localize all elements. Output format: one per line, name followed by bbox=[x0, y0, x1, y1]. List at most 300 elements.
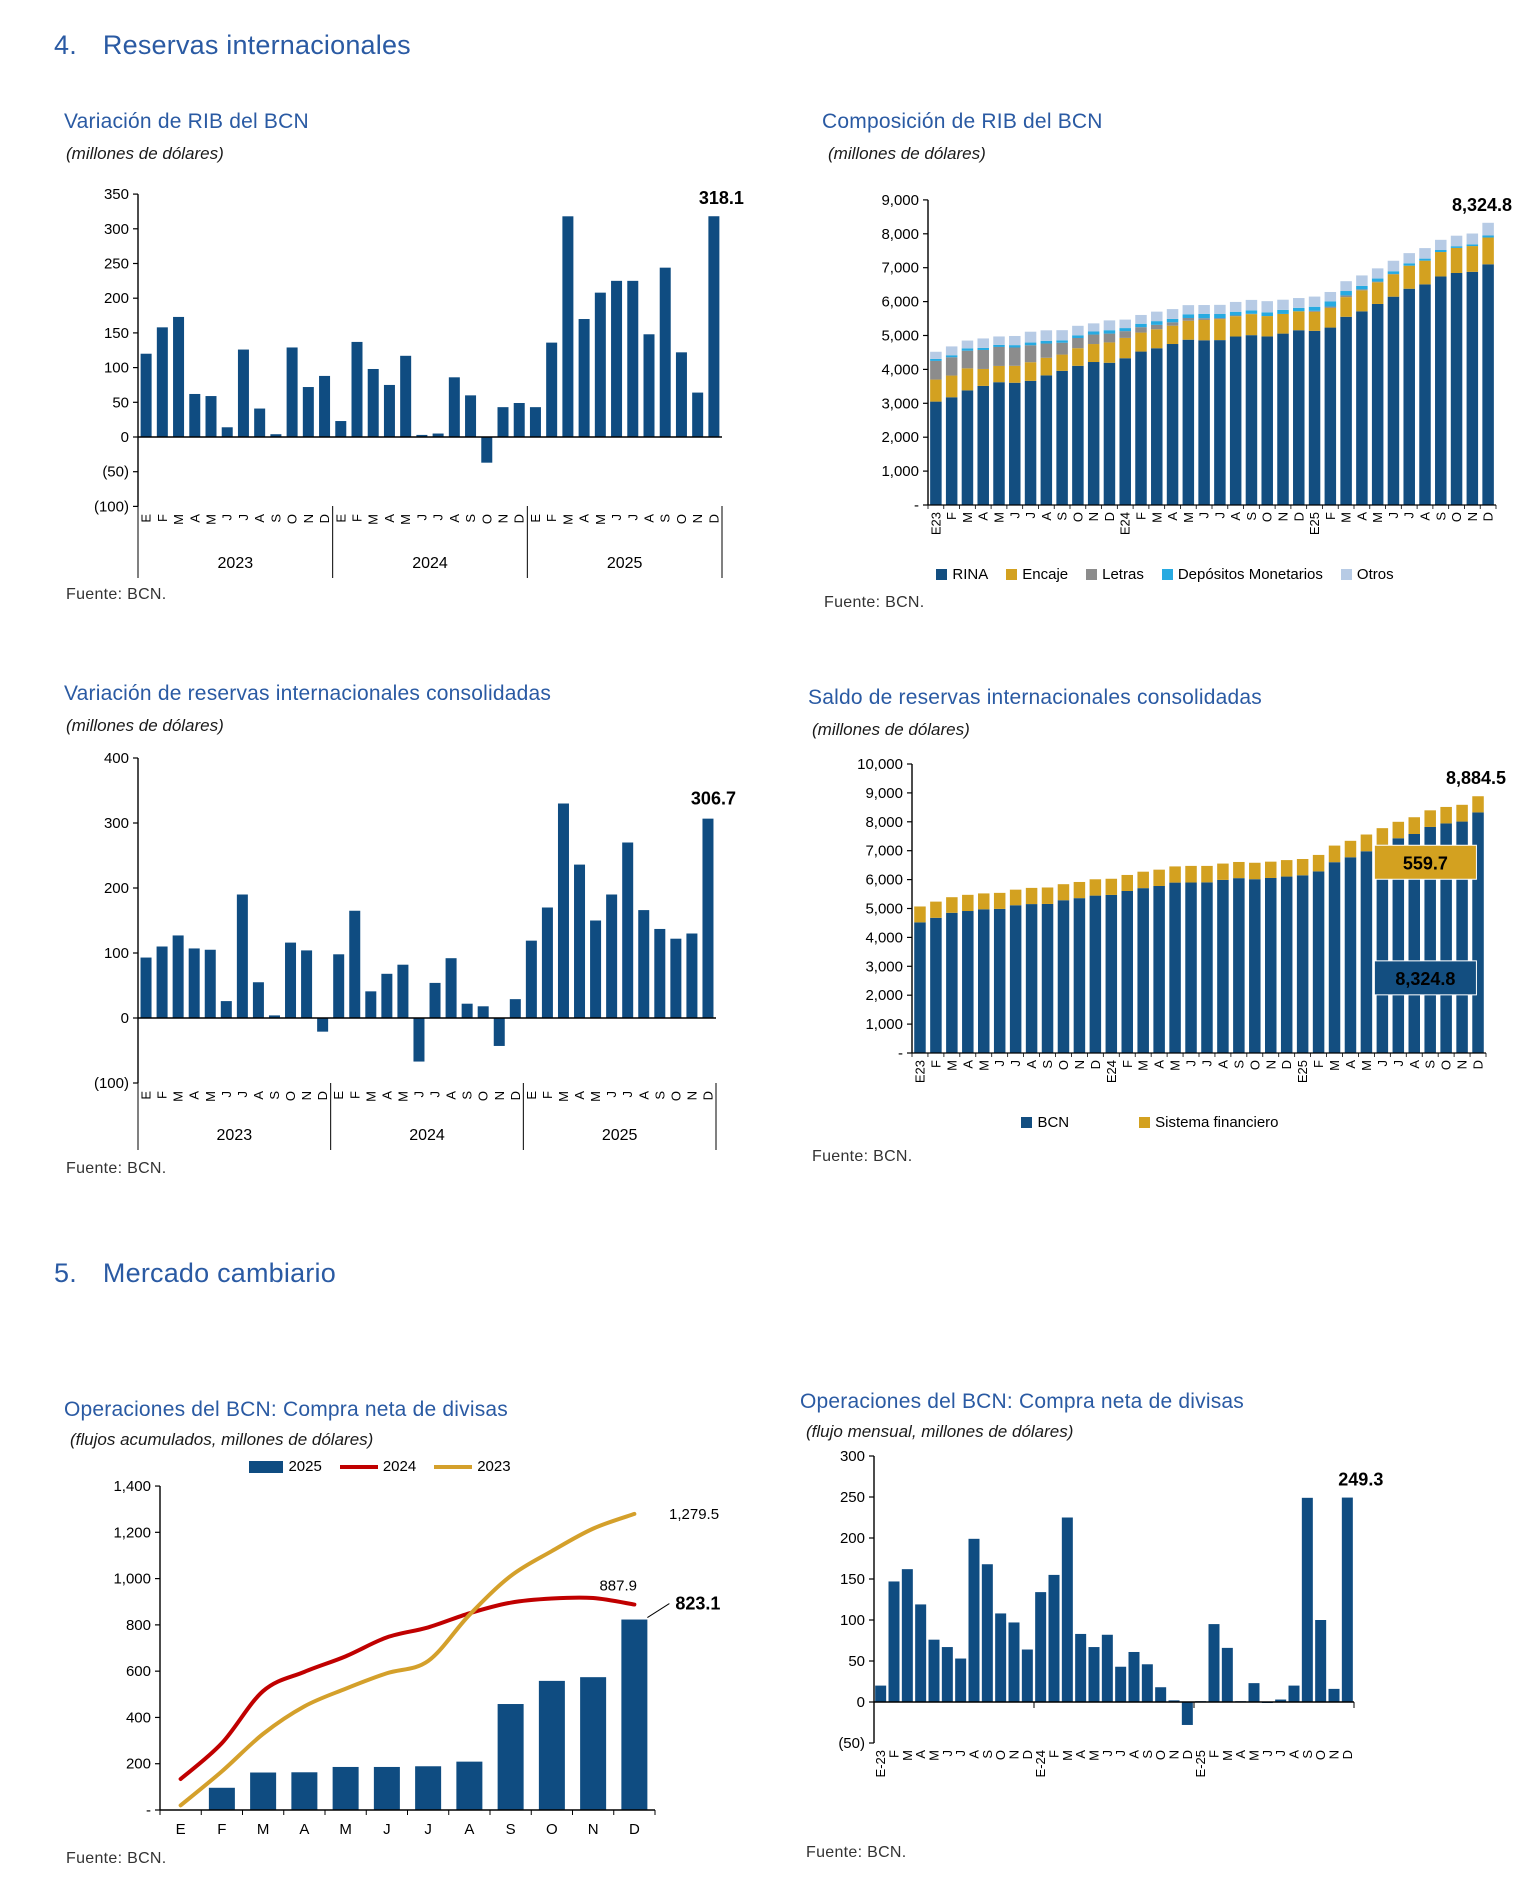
svg-text:823.1: 823.1 bbox=[675, 1593, 721, 1614]
svg-text:S: S bbox=[652, 1091, 668, 1100]
svg-text:E: E bbox=[333, 514, 349, 523]
svg-text:J: J bbox=[1273, 1750, 1289, 1757]
legend-swatch bbox=[1006, 569, 1017, 580]
svg-text:O: O bbox=[673, 514, 689, 525]
section-5-heading bbox=[54, 1258, 336, 1289]
svg-text:F: F bbox=[928, 1060, 944, 1068]
svg-text:J: J bbox=[939, 1750, 955, 1757]
svg-text:O: O bbox=[479, 514, 495, 525]
svg-text:J: J bbox=[235, 514, 251, 521]
svg-text:M: M bbox=[560, 514, 576, 525]
legend-item-encaje bbox=[1006, 566, 1068, 583]
svg-text:S: S bbox=[1054, 512, 1070, 521]
svg-text:1,400: 1,400 bbox=[113, 1478, 151, 1496]
svg-text:6,000: 6,000 bbox=[881, 293, 919, 311]
svg-text:A: A bbox=[641, 514, 657, 523]
svg-text:A: A bbox=[379, 1091, 395, 1100]
chart4-title: Saldo de reservas internacionales consolidadas bbox=[808, 686, 1262, 709]
svg-text:N: N bbox=[1263, 1060, 1279, 1070]
svg-text:O: O bbox=[1438, 1060, 1454, 1071]
svg-text:D: D bbox=[315, 1091, 331, 1101]
svg-text:M: M bbox=[202, 1091, 218, 1102]
svg-text:D: D bbox=[317, 514, 333, 524]
chart2-source: Fuente: BCN. bbox=[824, 594, 925, 611]
section-5-title: Mercado cambiario bbox=[102, 1258, 336, 1288]
svg-text:300: 300 bbox=[103, 220, 129, 238]
section-4-title: Reservas internacionales bbox=[102, 30, 411, 60]
legend-item-otros bbox=[1341, 566, 1394, 583]
chart5-subtitle: (flujos acumulados, millones de dólares) bbox=[70, 1430, 374, 1449]
svg-text:7,000: 7,000 bbox=[865, 842, 903, 860]
svg-text:J: J bbox=[1099, 1750, 1115, 1757]
svg-text:D: D bbox=[628, 1821, 640, 1838]
svg-text:D: D bbox=[511, 514, 527, 524]
svg-text:E: E bbox=[175, 1821, 186, 1838]
svg-text:S: S bbox=[463, 514, 479, 523]
svg-text:E: E bbox=[331, 1091, 347, 1100]
svg-text:J: J bbox=[1401, 512, 1417, 519]
svg-text:J: J bbox=[414, 514, 430, 521]
svg-text:400: 400 bbox=[103, 750, 129, 767]
svg-text:J: J bbox=[1196, 512, 1212, 519]
svg-text:J: J bbox=[1390, 1060, 1406, 1067]
svg-text:N: N bbox=[587, 1821, 599, 1838]
svg-text:-: - bbox=[146, 1802, 151, 1819]
svg-text:F: F bbox=[347, 1091, 363, 1099]
section-5-number: 5. bbox=[54, 1258, 77, 1288]
chart5-compra-acumulada-canvas bbox=[60, 1470, 760, 1840]
svg-text:E24: E24 bbox=[1117, 512, 1133, 536]
svg-text:J: J bbox=[219, 514, 235, 521]
svg-text:A: A bbox=[913, 1750, 929, 1759]
chart1-title: Variación de RIB del BCN bbox=[64, 110, 309, 133]
svg-text:150: 150 bbox=[103, 324, 129, 342]
svg-text:50: 50 bbox=[848, 1653, 865, 1670]
svg-text:O: O bbox=[1070, 512, 1086, 523]
svg-text:M: M bbox=[1167, 1060, 1183, 1071]
svg-text:M: M bbox=[398, 514, 414, 525]
svg-text:A: A bbox=[1024, 1060, 1040, 1069]
svg-text:M: M bbox=[395, 1091, 411, 1102]
svg-text:A: A bbox=[464, 1821, 475, 1838]
svg-text:J: J bbox=[383, 1821, 391, 1838]
svg-text:7,000: 7,000 bbox=[881, 259, 919, 277]
svg-text:M: M bbox=[1086, 1750, 1102, 1761]
chart6-compra-mensual-canvas bbox=[798, 1440, 1516, 1826]
legend-label: Sistema financiero bbox=[1155, 1114, 1279, 1131]
legend-label: Letras bbox=[1102, 566, 1144, 583]
svg-text:J: J bbox=[1008, 1060, 1024, 1067]
svg-text:A: A bbox=[1342, 1060, 1358, 1069]
svg-text:100: 100 bbox=[839, 1612, 865, 1629]
svg-text:S: S bbox=[266, 1091, 282, 1100]
svg-text:M: M bbox=[959, 512, 975, 523]
svg-text:400: 400 bbox=[125, 1709, 151, 1727]
svg-text:J: J bbox=[411, 1091, 427, 1098]
svg-text:100: 100 bbox=[103, 945, 129, 962]
svg-text:J: J bbox=[609, 514, 625, 521]
svg-text:800: 800 bbox=[125, 1616, 151, 1634]
legend-item-bcn bbox=[1021, 1114, 1069, 1131]
svg-text:F: F bbox=[1119, 1060, 1135, 1068]
chart6-subtitle: (flujo mensual, millones de dólares) bbox=[806, 1422, 1074, 1441]
legend-swatch bbox=[1341, 569, 1352, 580]
chart2-subtitle: (millones de dólares) bbox=[828, 144, 986, 163]
svg-text:(100): (100) bbox=[93, 1075, 129, 1092]
svg-text:1,200: 1,200 bbox=[113, 1524, 151, 1542]
svg-text:E-24: E-24 bbox=[1033, 1750, 1049, 1778]
svg-text:350: 350 bbox=[103, 186, 129, 204]
svg-text:2024: 2024 bbox=[412, 555, 448, 572]
svg-text:A: A bbox=[443, 1091, 459, 1100]
svg-text:300: 300 bbox=[839, 1448, 865, 1465]
svg-text:A: A bbox=[576, 514, 592, 523]
svg-text:E23: E23 bbox=[912, 1060, 928, 1084]
svg-text:A: A bbox=[299, 1821, 310, 1838]
svg-text:J: J bbox=[625, 514, 641, 521]
svg-text:J: J bbox=[620, 1091, 636, 1098]
svg-text:5,000: 5,000 bbox=[865, 900, 903, 918]
svg-text:306.7: 306.7 bbox=[690, 788, 736, 809]
legend-swatch bbox=[1086, 569, 1097, 580]
svg-text:D: D bbox=[1087, 1060, 1103, 1070]
svg-text:9,000: 9,000 bbox=[881, 191, 919, 209]
svg-text:E: E bbox=[523, 1091, 539, 1100]
svg-text:1,000: 1,000 bbox=[865, 1016, 903, 1034]
svg-text:S: S bbox=[1422, 1060, 1438, 1069]
svg-text:4,000: 4,000 bbox=[865, 929, 903, 947]
svg-text:318.1: 318.1 bbox=[698, 188, 744, 209]
svg-text:O: O bbox=[546, 1821, 558, 1838]
chart3-title: Variación de reservas internacionales consolidadas bbox=[64, 682, 552, 705]
svg-text:D: D bbox=[700, 1091, 716, 1101]
legend-swatch bbox=[936, 569, 947, 580]
legend-swatch bbox=[340, 1465, 378, 1469]
svg-text:O: O bbox=[1449, 512, 1465, 523]
svg-text:2,000: 2,000 bbox=[881, 429, 919, 447]
legend-label: 2025 bbox=[288, 1458, 322, 1475]
svg-text:A: A bbox=[446, 514, 462, 523]
svg-text:F: F bbox=[217, 1821, 227, 1838]
svg-text:1,000: 1,000 bbox=[113, 1570, 151, 1588]
svg-text:-: - bbox=[898, 1045, 903, 1062]
svg-text:M: M bbox=[1370, 512, 1386, 523]
svg-text:A: A bbox=[975, 512, 991, 521]
svg-text:O: O bbox=[1313, 1750, 1329, 1761]
chart2-title: Composición de RIB del BCN bbox=[822, 110, 1103, 133]
svg-text:O: O bbox=[1153, 1750, 1169, 1761]
svg-text:J: J bbox=[604, 1091, 620, 1098]
svg-text:E: E bbox=[138, 514, 154, 523]
svg-text:A: A bbox=[1233, 1750, 1249, 1759]
svg-text:J: J bbox=[1385, 512, 1401, 519]
svg-text:M: M bbox=[991, 512, 1007, 523]
legend-label: Encaje bbox=[1022, 566, 1069, 583]
svg-text:J: J bbox=[427, 1091, 443, 1098]
svg-text:9,000: 9,000 bbox=[865, 784, 903, 802]
svg-text:E: E bbox=[138, 1091, 154, 1100]
chart1-subtitle: (millones de dólares) bbox=[66, 144, 224, 163]
svg-text:2024: 2024 bbox=[409, 1127, 445, 1144]
svg-text:F: F bbox=[886, 1750, 902, 1758]
svg-text:E23: E23 bbox=[928, 512, 944, 536]
svg-text:200: 200 bbox=[103, 880, 129, 897]
svg-text:O: O bbox=[1055, 1060, 1071, 1071]
svg-text:S: S bbox=[1299, 1750, 1315, 1759]
svg-text:M: M bbox=[170, 1091, 186, 1102]
svg-text:J: J bbox=[992, 1060, 1008, 1067]
chart4-legend bbox=[870, 1114, 1430, 1131]
svg-text:(50): (50) bbox=[102, 463, 129, 481]
svg-text:A: A bbox=[1126, 1750, 1142, 1759]
svg-text:O: O bbox=[1247, 1060, 1263, 1071]
svg-text:10,000: 10,000 bbox=[857, 756, 903, 773]
svg-text:S: S bbox=[657, 514, 673, 523]
legend-label: Depósitos Monetarios bbox=[1177, 566, 1323, 583]
svg-text:N: N bbox=[1275, 512, 1291, 522]
svg-text:M: M bbox=[1327, 1060, 1343, 1071]
svg-text:N: N bbox=[1464, 512, 1480, 522]
chart4-saldo-ric-canvas bbox=[806, 748, 1506, 1108]
svg-text:E-23: E-23 bbox=[873, 1750, 889, 1778]
svg-text:J: J bbox=[1259, 1750, 1275, 1757]
svg-text:M: M bbox=[1135, 1060, 1151, 1071]
svg-text:D: D bbox=[507, 1091, 523, 1101]
svg-text:S: S bbox=[268, 514, 284, 523]
svg-text:A: A bbox=[1151, 1060, 1167, 1069]
svg-text:150: 150 bbox=[839, 1571, 865, 1588]
svg-text:1,279.5: 1,279.5 bbox=[669, 1505, 720, 1523]
svg-text:50: 50 bbox=[112, 394, 129, 412]
svg-text:J: J bbox=[1212, 512, 1228, 519]
svg-text:A: A bbox=[636, 1091, 652, 1100]
svg-text:S: S bbox=[1040, 1060, 1056, 1069]
svg-text:N: N bbox=[1454, 1060, 1470, 1070]
svg-text:2025: 2025 bbox=[606, 555, 643, 572]
svg-text:249.3: 249.3 bbox=[1338, 1469, 1384, 1490]
svg-text:0: 0 bbox=[856, 1694, 865, 1711]
svg-text:8,884.5: 8,884.5 bbox=[1445, 768, 1506, 789]
svg-text:0: 0 bbox=[120, 429, 129, 446]
svg-text:N: N bbox=[684, 1091, 700, 1101]
chart4-subtitle: (millones de dólares) bbox=[812, 720, 970, 739]
svg-text:S: S bbox=[1243, 512, 1259, 521]
svg-text:D: D bbox=[1179, 1750, 1195, 1760]
svg-text:5,000: 5,000 bbox=[881, 327, 919, 345]
svg-text:D: D bbox=[1470, 1060, 1486, 1070]
svg-text:J: J bbox=[424, 1821, 432, 1838]
svg-text:A: A bbox=[252, 514, 268, 523]
legend-label: RINA bbox=[952, 566, 989, 583]
chart3-variacion-ric-canvas bbox=[60, 748, 760, 1152]
svg-text:E24: E24 bbox=[1103, 1060, 1119, 1084]
chart2-composicion-rib-canvas bbox=[820, 186, 1516, 562]
svg-text:887.9: 887.9 bbox=[599, 1577, 637, 1595]
svg-text:D: D bbox=[1019, 1750, 1035, 1760]
svg-text:E25: E25 bbox=[1307, 512, 1323, 536]
svg-text:E25: E25 bbox=[1295, 1060, 1311, 1084]
svg-text:559.7: 559.7 bbox=[1402, 853, 1448, 874]
svg-text:A: A bbox=[1073, 1750, 1089, 1759]
svg-text:F: F bbox=[544, 514, 560, 522]
svg-text:N: N bbox=[1006, 1750, 1022, 1760]
legend-label: 2023 bbox=[477, 1458, 511, 1475]
legend-swatch bbox=[1162, 569, 1173, 580]
legend-swatch bbox=[1139, 1117, 1150, 1128]
chart1-source: Fuente: BCN. bbox=[66, 586, 167, 603]
svg-text:F: F bbox=[349, 514, 365, 522]
svg-text:J: J bbox=[1113, 1750, 1129, 1757]
legend-label: 2024 bbox=[382, 1458, 417, 1475]
legend-label: BCN bbox=[1037, 1114, 1070, 1131]
svg-text:N: N bbox=[1071, 1060, 1087, 1070]
svg-text:2023: 2023 bbox=[217, 555, 254, 572]
svg-text:J: J bbox=[430, 514, 446, 521]
svg-text:8,000: 8,000 bbox=[865, 813, 903, 831]
svg-text:A: A bbox=[966, 1750, 982, 1759]
section-4-number: 4. bbox=[54, 30, 77, 60]
svg-text:200: 200 bbox=[125, 1755, 151, 1773]
svg-text:3,000: 3,000 bbox=[881, 395, 919, 413]
svg-text:250: 250 bbox=[839, 1489, 865, 1506]
svg-text:D: D bbox=[1339, 1750, 1355, 1760]
svg-text:M: M bbox=[976, 1060, 992, 1071]
svg-text:J: J bbox=[1374, 1060, 1390, 1067]
svg-text:J: J bbox=[953, 1750, 969, 1757]
svg-text:J: J bbox=[1023, 512, 1039, 519]
svg-text:M: M bbox=[1358, 1060, 1374, 1071]
svg-text:N: N bbox=[495, 514, 511, 524]
legend-item-rina bbox=[936, 566, 988, 583]
legend-item-dep-sitos-monetarios bbox=[1162, 566, 1323, 583]
svg-text:E: E bbox=[527, 514, 543, 523]
svg-text:E-25: E-25 bbox=[1193, 1750, 1209, 1778]
svg-text:S: S bbox=[979, 1750, 995, 1759]
svg-text:D: D bbox=[1101, 512, 1117, 522]
svg-text:O: O bbox=[1259, 512, 1275, 523]
svg-text:1,000: 1,000 bbox=[881, 463, 919, 481]
svg-text:S: S bbox=[505, 1821, 516, 1838]
svg-text:A: A bbox=[1228, 512, 1244, 521]
svg-text:J: J bbox=[218, 1091, 234, 1098]
svg-text:M: M bbox=[944, 1060, 960, 1071]
chart5-title: Operaciones del BCN: Compra neta de divisas bbox=[64, 1398, 508, 1421]
svg-text:J: J bbox=[1007, 512, 1023, 519]
legend-item-letras bbox=[1086, 566, 1144, 583]
svg-text:300: 300 bbox=[103, 815, 129, 832]
svg-text:J: J bbox=[234, 1091, 250, 1098]
svg-text:200: 200 bbox=[103, 290, 129, 308]
chart1-variacion-rib-canvas bbox=[60, 186, 760, 582]
svg-text:M: M bbox=[1246, 1750, 1262, 1761]
svg-text:3,000: 3,000 bbox=[865, 958, 903, 976]
chart4-source: Fuente: BCN. bbox=[812, 1148, 913, 1165]
svg-text:N: N bbox=[1086, 512, 1102, 522]
svg-text:F: F bbox=[154, 1091, 170, 1099]
svg-text:F: F bbox=[539, 1091, 555, 1099]
svg-text:J: J bbox=[1183, 1060, 1199, 1067]
svg-text:O: O bbox=[668, 1091, 684, 1102]
svg-text:A: A bbox=[1417, 512, 1433, 521]
svg-text:M: M bbox=[926, 1750, 942, 1761]
svg-text:F: F bbox=[154, 514, 170, 522]
svg-text:A: A bbox=[1406, 1060, 1422, 1069]
svg-text:M: M bbox=[363, 1091, 379, 1102]
svg-text:M: M bbox=[339, 1821, 352, 1838]
svg-text:8,324.8: 8,324.8 bbox=[1451, 194, 1512, 215]
svg-text:M: M bbox=[899, 1750, 915, 1761]
svg-text:O: O bbox=[993, 1750, 1009, 1761]
svg-text:S: S bbox=[1231, 1060, 1247, 1069]
legend-swatch bbox=[434, 1465, 472, 1469]
svg-text:2025: 2025 bbox=[601, 1127, 638, 1144]
svg-text:(100): (100) bbox=[93, 498, 129, 516]
svg-text:A: A bbox=[1165, 512, 1181, 521]
svg-text:A: A bbox=[572, 1091, 588, 1100]
svg-text:N: N bbox=[1166, 1750, 1182, 1760]
svg-text:S: S bbox=[1139, 1750, 1155, 1759]
svg-text:-: - bbox=[914, 497, 919, 514]
svg-text:M: M bbox=[1180, 512, 1196, 523]
svg-text:250: 250 bbox=[103, 255, 129, 273]
svg-text:N: N bbox=[1326, 1750, 1342, 1760]
chart6-title: Operaciones del BCN: Compra neta de divisas bbox=[800, 1390, 1244, 1413]
svg-text:O: O bbox=[284, 514, 300, 525]
svg-text:J: J bbox=[1199, 1060, 1215, 1067]
svg-text:F: F bbox=[1133, 512, 1149, 520]
svg-text:A: A bbox=[1038, 512, 1054, 521]
svg-text:(50): (50) bbox=[838, 1735, 865, 1752]
svg-text:N: N bbox=[491, 1091, 507, 1101]
chart3-subtitle: (millones de dólares) bbox=[66, 716, 224, 735]
svg-text:M: M bbox=[256, 1821, 270, 1838]
svg-text:6,000: 6,000 bbox=[865, 871, 903, 889]
chart5-source: Fuente: BCN. bbox=[66, 1850, 167, 1867]
svg-text:M: M bbox=[555, 1091, 571, 1102]
svg-text:A: A bbox=[1286, 1750, 1302, 1759]
chart2-legend bbox=[830, 566, 1500, 583]
svg-text:M: M bbox=[588, 1091, 604, 1102]
svg-text:M: M bbox=[171, 514, 187, 525]
svg-text:600: 600 bbox=[125, 1663, 151, 1681]
legend-label: Otros bbox=[1356, 566, 1394, 583]
svg-text:A: A bbox=[1215, 1060, 1231, 1069]
svg-text:D: D bbox=[1480, 512, 1496, 522]
svg-text:A: A bbox=[186, 1091, 202, 1100]
svg-text:2,000: 2,000 bbox=[865, 987, 903, 1005]
svg-text:100: 100 bbox=[103, 359, 129, 377]
svg-text:M: M bbox=[203, 514, 219, 525]
section-4-heading bbox=[54, 30, 411, 61]
svg-text:200: 200 bbox=[839, 1530, 865, 1547]
svg-text:8,000: 8,000 bbox=[881, 225, 919, 243]
chart3-source: Fuente: BCN. bbox=[66, 1160, 167, 1177]
svg-text:N: N bbox=[300, 514, 316, 524]
svg-text:M: M bbox=[1149, 512, 1165, 523]
legend-item-sistema-financiero bbox=[1139, 1114, 1278, 1131]
svg-text:A: A bbox=[187, 514, 203, 523]
svg-text:F: F bbox=[1046, 1750, 1062, 1758]
svg-text:2023: 2023 bbox=[216, 1127, 253, 1144]
svg-text:0: 0 bbox=[120, 1010, 129, 1027]
svg-text:M: M bbox=[592, 514, 608, 525]
svg-text:S: S bbox=[459, 1091, 475, 1100]
svg-text:F: F bbox=[1206, 1750, 1222, 1758]
svg-text:D: D bbox=[706, 514, 722, 524]
svg-text:D: D bbox=[1291, 512, 1307, 522]
svg-text:D: D bbox=[1279, 1060, 1295, 1070]
svg-text:O: O bbox=[475, 1091, 491, 1102]
